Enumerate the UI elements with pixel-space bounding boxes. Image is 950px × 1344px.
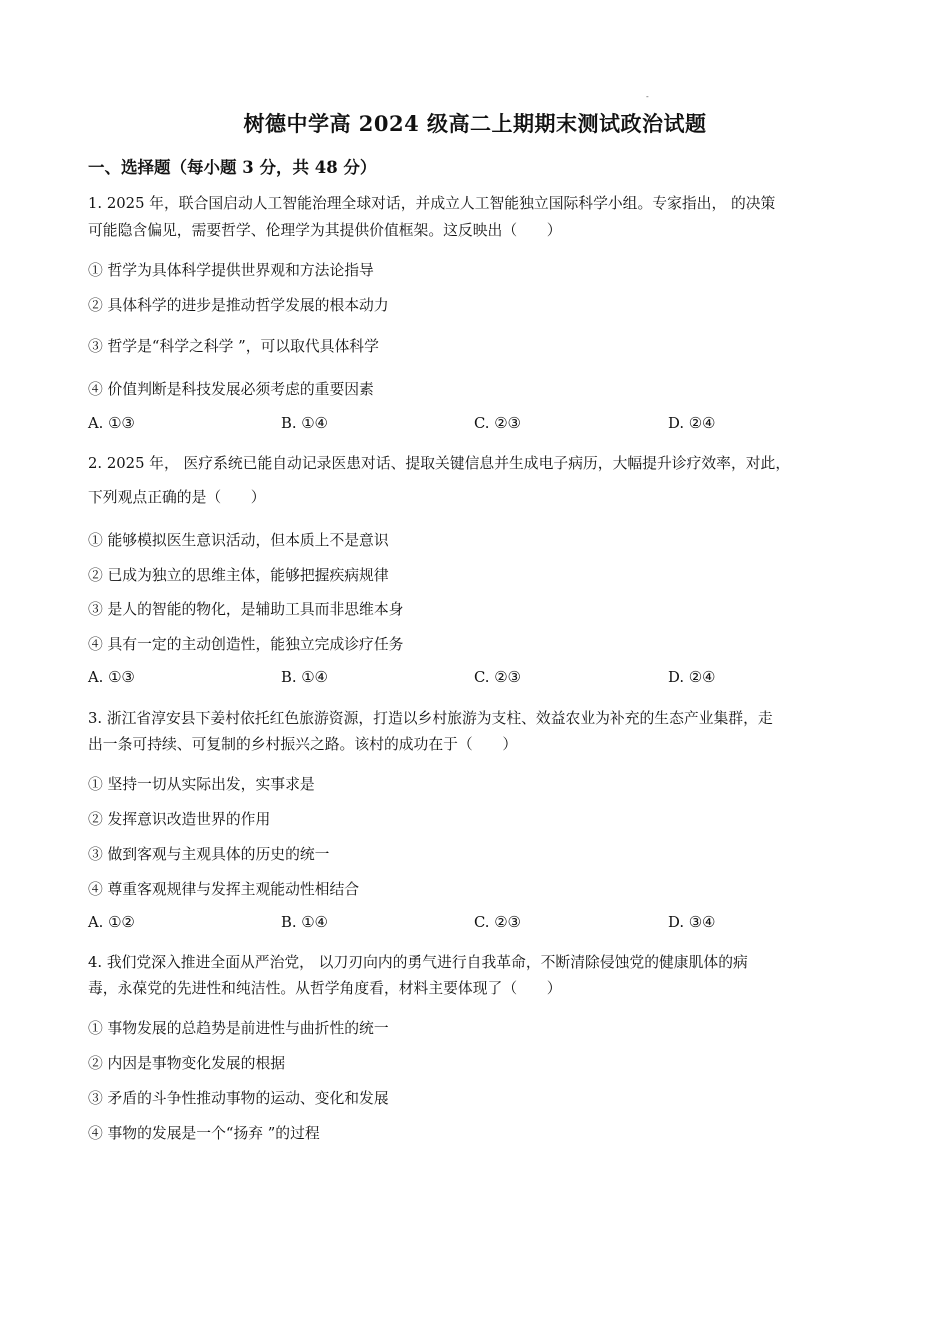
choice-a[interactable]: A. ①③ [88, 415, 135, 432]
statement-item: ③ 做到客观与主观具体的历史的统一 [88, 846, 330, 863]
section-heading: 一、选择题（每小题 3 分，共 48 分） [88, 158, 377, 177]
page-mark: - [646, 92, 649, 101]
question-stem-line: 出一条可持续、可复制的乡村振兴之路。该村的成功在于（ ） [88, 736, 518, 753]
choice-c[interactable]: C. ②③ [474, 669, 521, 686]
statement-item: ① 坚持一切从实际出发，实事求是 [88, 776, 315, 793]
question-stem-line: 下列观点正确的是（ ） [88, 489, 266, 506]
statement-item: ② 发挥意识改造世界的作用 [88, 811, 271, 828]
question-stem-line: 毒，永葆党的先进性和纯洁性。从哲学角度看，材料主要体现了（ ） [88, 980, 562, 997]
statement-item: ② 已成为独立的思维主体，能够把握疾病规律 [88, 567, 389, 584]
question-stem-line: 2. 2025 年， 医疗系统已能自动记录医患对话、提取关键信息并生成电子病历，大幅提升诊疗效率，对此， [88, 455, 791, 472]
question-stem-line: 1. 2025 年，联合国启动人工智能治理全球对话，并成立人工智能独立国际科学小组。专家指出， 的决策 [88, 195, 776, 212]
statement-item: ④ 尊重客观规律与发挥主观能动性相结合 [88, 881, 360, 898]
statement-item: ④ 事物的发展是一个“扬弃 ”的过程 [88, 1125, 320, 1142]
question-stem-line: 可能隐含偏见，需要哲学、伦理学为其提供价值框架。这反映出（ ） [88, 222, 562, 239]
statement-item: ② 内因是事物变化发展的根据 [88, 1055, 286, 1072]
choice-b[interactable]: B. ①④ [281, 669, 328, 686]
statement-item: ④ 具有一定的主动创造性，能独立完成诊疗任务 [88, 636, 404, 653]
choice-a[interactable]: A. ①② [88, 914, 135, 931]
choice-d[interactable]: D. ③④ [668, 914, 716, 931]
choice-d[interactable]: D. ②④ [668, 669, 716, 686]
statement-item: ① 能够模拟医生意识活动，但本质上不是意识 [88, 532, 389, 549]
statement-item: ① 哲学为具体科学提供世界观和方法论指导 [88, 262, 374, 279]
statement-item: ② 具体科学的进步是推动哲学发展的根本动力 [88, 297, 389, 314]
choice-b[interactable]: B. ①④ [281, 415, 328, 432]
statement-item: ③ 矛盾的斗争性推动事物的运动、变化和发展 [88, 1090, 389, 1107]
statement-item: ① 事物发展的总趋势是前进性与曲折性的统一 [88, 1020, 389, 1037]
statement-item: ④ 价值判断是科技发展必须考虑的重要因素 [88, 381, 374, 398]
choice-c[interactable]: C. ②③ [474, 415, 521, 432]
statement-item: ③ 是人的智能的物化，是辅助工具而非思维本身 [88, 601, 404, 618]
choice-c[interactable]: C. ②③ [474, 914, 521, 931]
question-stem-line: 4. 我们党深入推进全面从严治党， 以刀刃向内的勇气进行自我革命，不断清除侵蚀党的健康肌体的病 [88, 954, 748, 971]
choice-a[interactable]: A. ①③ [88, 669, 135, 686]
question-stem-line: 3. 浙江省淳安县下姜村依托红色旅游资源，打造以乡村旅游为支柱、效益农业为补充的生态产业集群，走 [88, 710, 773, 727]
statement-item: ③ 哲学是“科学之科学 ”，可以取代具体科学 [88, 338, 379, 355]
page-title: 树德中学高 2024 级高二上期期末测试政治试题 [243, 111, 707, 136]
choice-b[interactable]: B. ①④ [281, 914, 328, 931]
choice-d[interactable]: D. ②④ [668, 415, 716, 432]
